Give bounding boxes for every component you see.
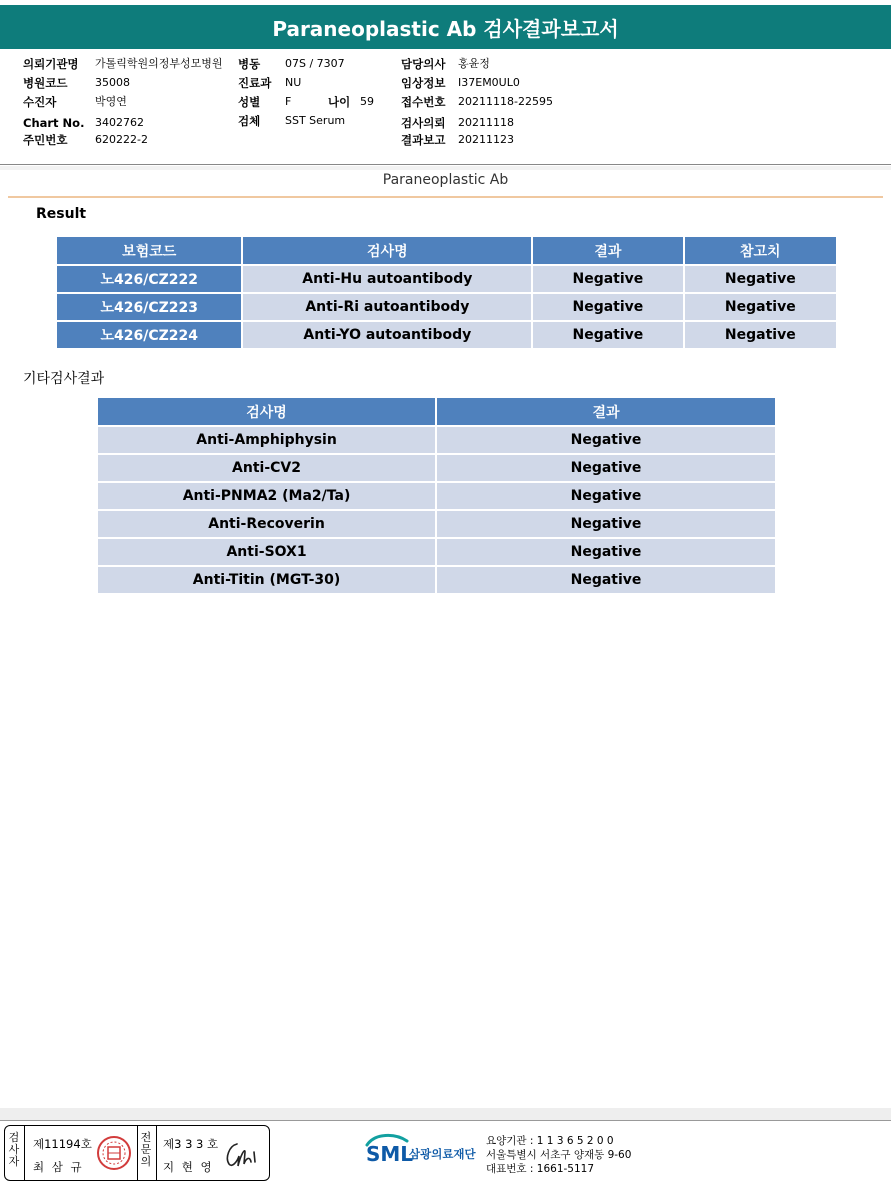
specialist-name: 지 현 영 [163,1160,214,1174]
table-row [98,567,775,593]
patient-value: 박영연 [95,95,127,108]
tester-label: 검사자 [8,1131,20,1168]
doctor-value: 홍윤정 [458,57,490,70]
chart-no-label: Chart No. [23,116,85,130]
result-cell: Negative [533,294,682,320]
sex-value: F [285,95,292,108]
col-header-insurance-code: 보험코드 [57,237,241,264]
result-cell: Negative [437,567,775,593]
test-name-cell: Anti-Titin (MGT-30) [98,567,435,593]
test-name-cell: Anti-YO autoantibody [243,322,531,348]
footer-band [0,1108,891,1120]
ward-label: 병동 [238,57,261,71]
reference-cell: Negative [685,322,836,348]
result-cell: Negative [437,455,775,481]
header-divider-shadow [0,166,891,170]
report-title: Paraneoplastic Ab 검사결과보고서 [272,16,619,41]
hospital-name-label: 의뢰기관명 [23,57,79,71]
test-name-cell: Anti-Amphiphysin [98,427,435,453]
signature-icon [223,1138,263,1170]
sml-logo-text: SML [366,1142,414,1166]
header-divider [0,164,891,165]
result-cell: Negative [533,322,682,348]
other-table-header [98,398,775,425]
org-phone: 대표번호 : 1661-5117 [486,1163,595,1175]
section-underline [8,196,883,198]
report-date-label: 결과보고 [401,133,446,147]
report-date-value: 20211123 [458,133,514,146]
specialist-label: 전문의 [140,1131,152,1168]
age-value: 59 [360,95,374,108]
tester-license-no: 제11194호 [33,1137,92,1151]
clinical-info-label: 임상정보 [401,76,446,90]
result-cell: Negative [533,266,682,292]
resident-no-label: 주민번호 [23,133,68,147]
request-date-label: 검사의뢰 [401,116,446,130]
test-name-cell: Anti-PNMA2 (Ma2/Ta) [98,483,435,509]
test-name-cell: Anti-Ri autoantibody [243,294,531,320]
insurance-code-cell: 노426/CZ224 [57,322,241,348]
section-title: Paraneoplastic Ab [382,172,509,188]
col-header-test-name: 검사명 [243,237,531,264]
dept-label: 진료과 [238,76,272,90]
doctor-label: 담당의사 [401,57,446,71]
hospital-code-value: 35008 [95,76,130,89]
chart-no-value: 3402762 [95,116,144,129]
signature-box [4,1125,270,1181]
clinical-info-value: I37EM0UL0 [458,76,520,89]
col-header-result: 결과 [533,237,682,264]
result-cell: Negative [437,483,775,509]
specimen-label: 검체 [238,114,261,128]
table-row [98,427,775,453]
reference-cell: Negative [685,266,836,292]
result-cell: Negative [437,427,775,453]
signature-divider [156,1126,157,1180]
table-row [98,539,775,565]
org-name: 삼광의료재단 [409,1147,476,1161]
patient-label: 수진자 [23,95,57,109]
test-name-cell: Anti-Hu autoantibody [243,266,531,292]
table-row [57,266,836,292]
test-name-cell: Anti-Recoverin [98,511,435,537]
table-row [57,294,836,320]
test-name-cell: Anti-SOX1 [98,539,435,565]
signature-divider [137,1126,138,1180]
dept-value: NU [285,76,302,89]
insurance-code-cell: 노426/CZ223 [57,294,241,320]
report-title-bar [0,5,891,49]
request-date-value: 20211118 [458,116,514,129]
signature-divider [24,1126,25,1180]
table-row [98,483,775,509]
seal-icon [96,1135,132,1171]
specimen-value: SST Serum [285,114,346,127]
table-row [98,511,775,537]
resident-no-value: 620222-2 [95,133,148,146]
org-code: 요양기관 : 1 1 3 6 5 2 0 0 [486,1135,614,1147]
footer-divider [0,1120,891,1121]
test-name-cell: Anti-CV2 [98,455,435,481]
table-row [57,322,836,348]
age-label: 나이 [328,95,351,109]
specialist-license-no: 제3 3 3 호 [163,1137,219,1151]
reference-cell: Negative [685,294,836,320]
insurance-code-cell: 노426/CZ222 [57,266,241,292]
col-header-test-name: 검사명 [98,398,435,425]
col-header-reference: 참고치 [685,237,836,264]
org-address: 서울특별시 서초구 양재동 9-60 [486,1149,632,1161]
result-cell: Negative [437,511,775,537]
col-header-result: 결과 [437,398,775,425]
hospital-name-value: 가톨릭학원의정부성모병원 [95,57,223,70]
hospital-code-label: 병원코드 [23,76,68,90]
tester-name: 최 삼 규 [33,1160,84,1174]
result-label: Result [36,206,87,222]
ward-value: 07S / 7307 [285,57,345,70]
receipt-no-label: 접수번호 [401,95,446,109]
receipt-no-value: 20211118-22595 [458,95,553,108]
sex-label: 성별 [238,95,261,109]
other-results-label: 기타검사결과 [23,371,105,387]
result-table-header [57,237,836,264]
table-row [98,455,775,481]
other-results-table [96,396,777,595]
result-cell: Negative [437,539,775,565]
result-table [55,235,838,350]
